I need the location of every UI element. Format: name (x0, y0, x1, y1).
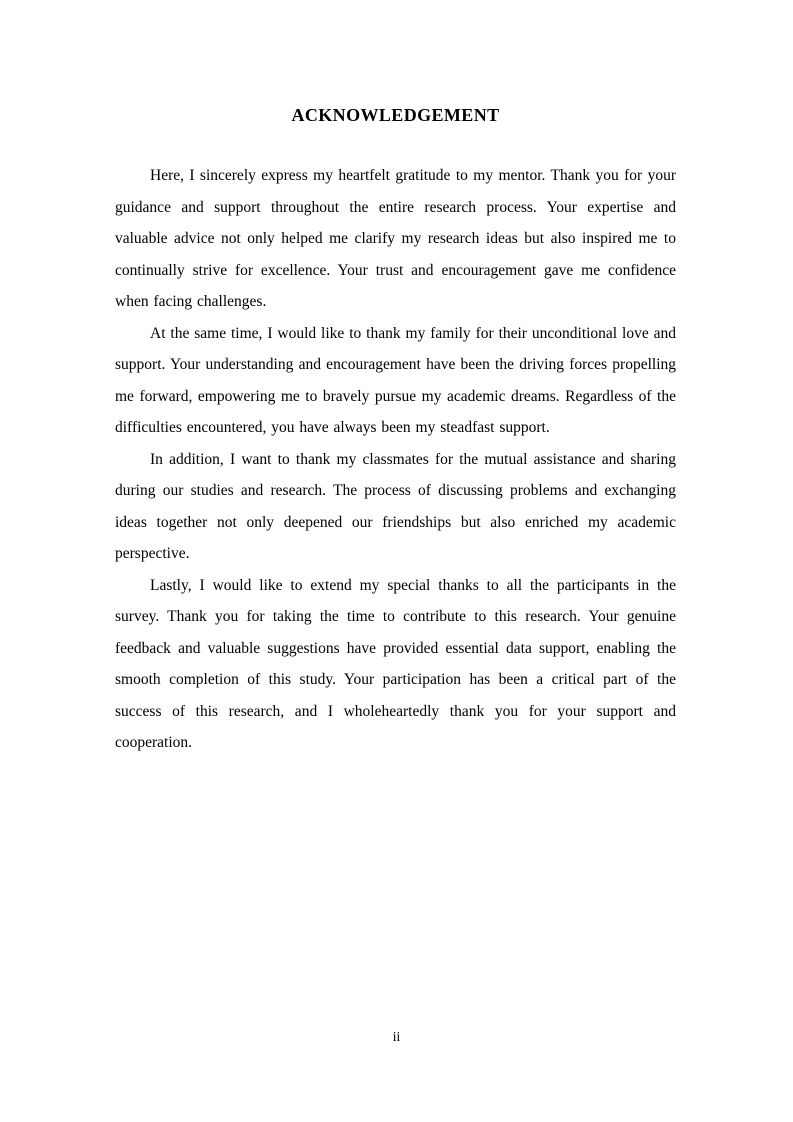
paragraph-mentor-thanks: Here, I sincerely express my heartfelt gratitude to my mentor. Thank you for your guidance and support throughout the entire research process. Your expertise and valuable advice not only helped me clarify my research ideas but also inspired me to continually strive for excellence. Your trust and encouragement gave me confidence when facing challenges. (115, 167, 676, 310)
page-number: ii (392, 1029, 401, 1044)
document-body (115, 160, 676, 759)
paragraph-participants-thanks: Lastly, I would like to extend my special thanks to all the participants in the survey. Thank you for taking the time to contribute to this research. Your genuine feedback and valuable suggestions have provided essential data support, enabling the smooth completion of this study. Your participation has been a critical part of the success of this research, and I wholeheartedly thank you for your support and cooperation. (115, 576, 676, 751)
paragraph-family-thanks: At the same time, I would like to thank my family for their unconditional love and support. Your understanding and encouragement have been the driving forces propelling me forward, empowering me to bravely pursue my academic dreams. Regardless of the difficulties encountered, you have always been my steadfast support. (115, 324, 676, 436)
page-title: ACKNOWLEDGEMENT (291, 105, 500, 125)
paragraph-classmates-thanks: In addition, I want to thank my classmates for the mutual assistance and sharing during our studies and research. The process of discussing problems and exchanging ideas together not only deepened our friendships but also enriched my academic perspective. (115, 450, 676, 562)
